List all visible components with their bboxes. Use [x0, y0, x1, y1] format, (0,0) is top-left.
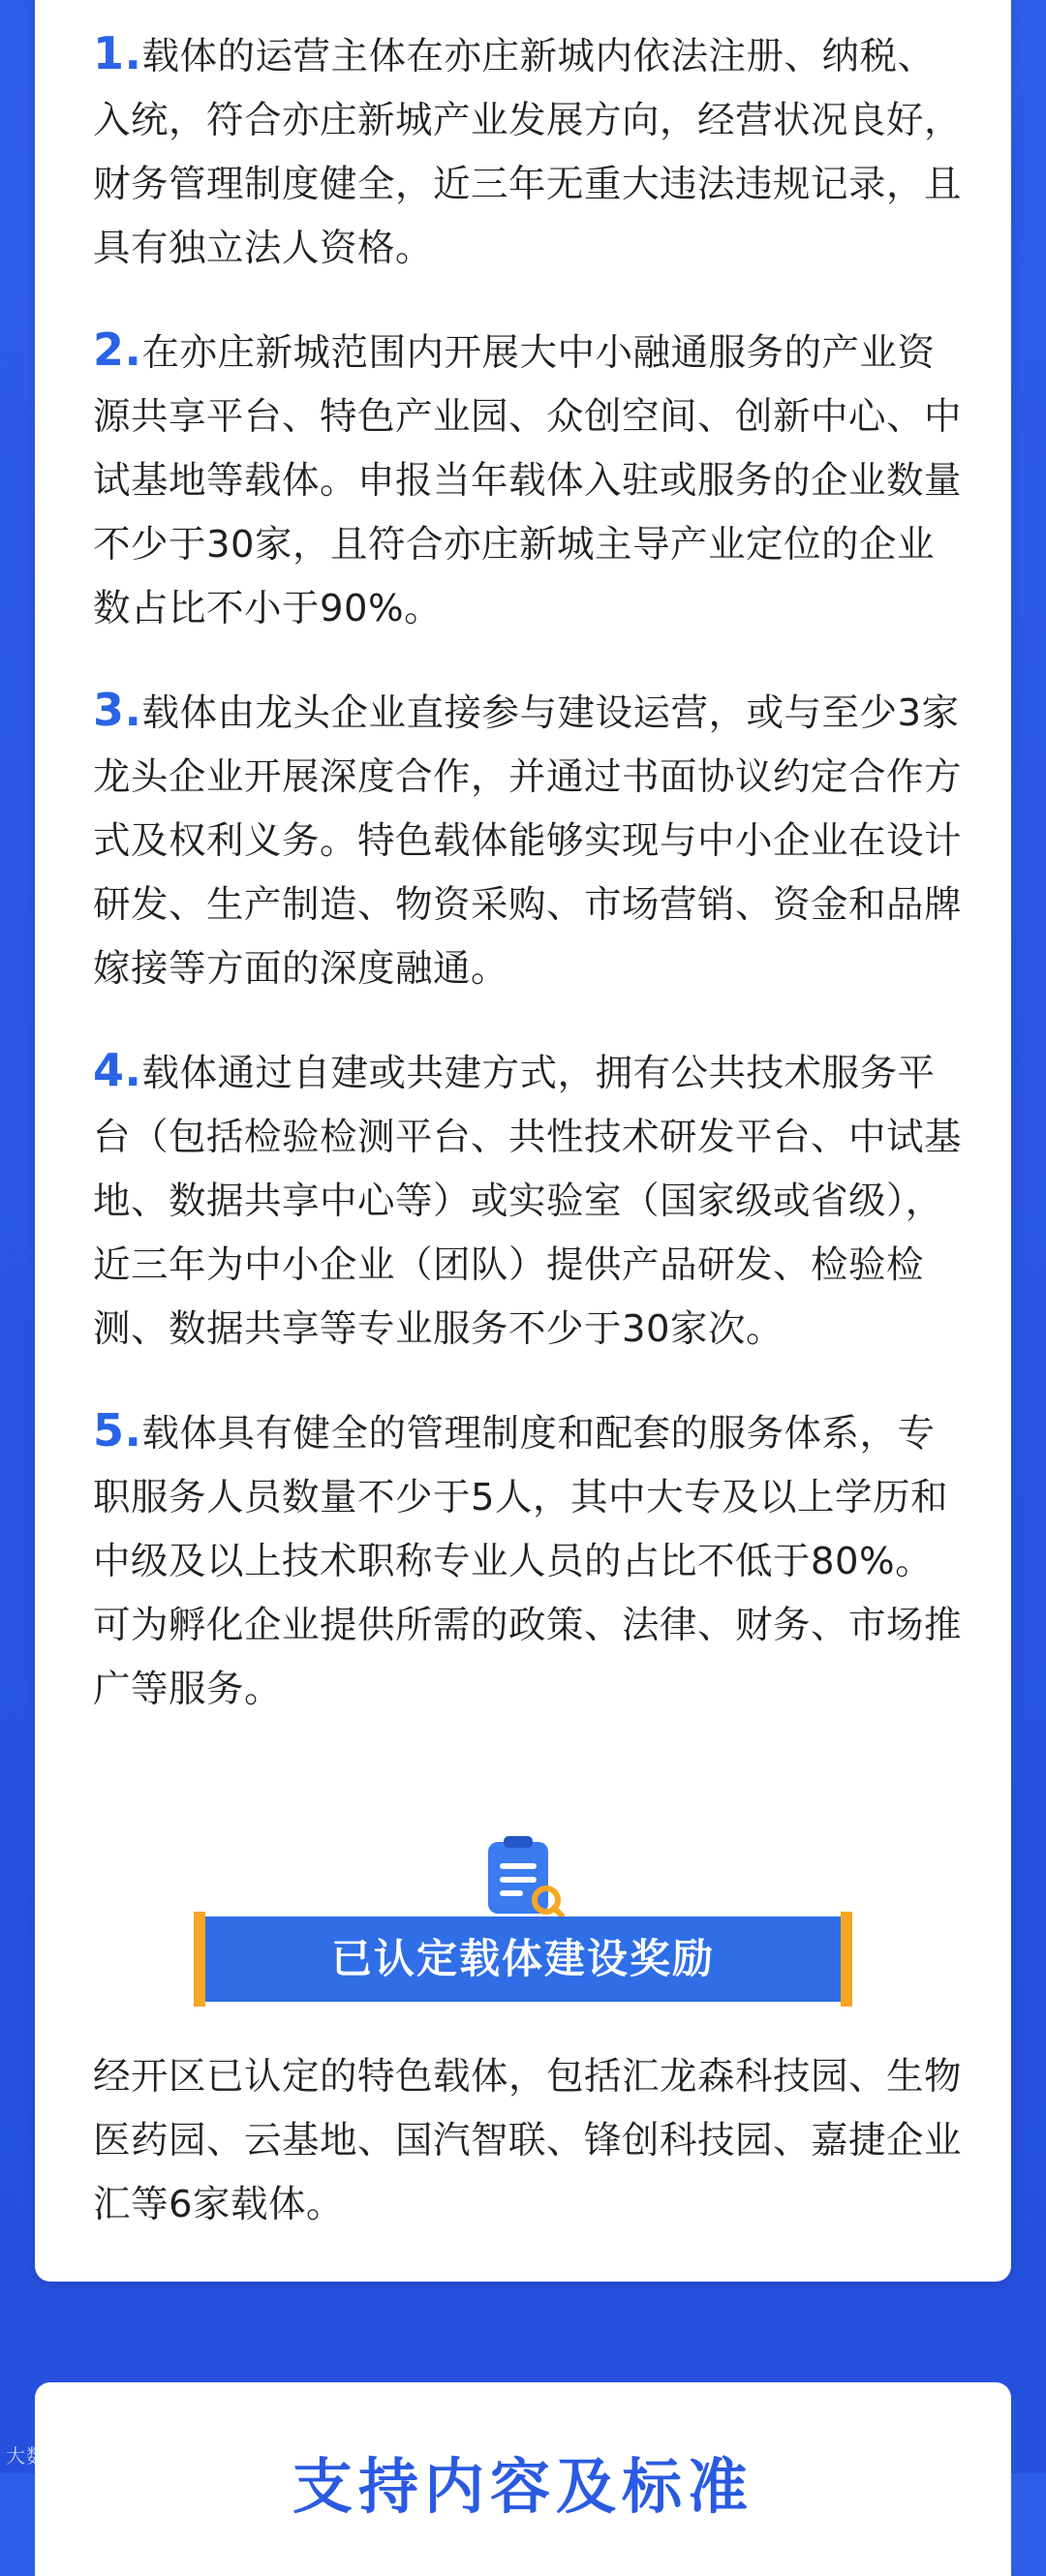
criteria-item-4	[93, 1038, 965, 1362]
item-number: 2.	[93, 323, 142, 376]
content-card	[35, 0, 1011, 2282]
criteria-item-5	[93, 1398, 965, 1722]
item-number: 4.	[93, 1044, 142, 1096]
item-text: 载体由龙头企业直接参与建设运营，或与至少3家龙头企业开展深度合作，并通过书面协议约定合作方式及权利义务。特色载体能够实现与中小企业在设计研发、生产制造、物资采购、市场营销、资金和品牌嫁接等方面的深度融通。	[93, 691, 963, 991]
criteria-item-3	[93, 678, 965, 1001]
item-number: 1.	[93, 27, 142, 79]
criteria-item-2	[93, 318, 965, 641]
clipboard-search-icon	[480, 1836, 568, 1923]
criteria-item-1	[93, 21, 965, 281]
item-text: 载体具有健全的管理制度和配套的服务体系，专职服务人员数量不少于5人，其中大专及以上学历和中级及以上技术职称专业人员的占比不低于80%。可为孵化企业提供所需的政策、法律、财务、市场推广等服务。	[93, 1412, 963, 1711]
item-text: 在亦庄新城范围内开展大中小融通服务的产业资源共享平台、特色产业园、众创空间、创新中心、中试基地等载体。申报当年载体入驻或服务的企业数量不少于30家，且符合亦庄新城主导产业定位的企业数占比不小于90%。	[93, 331, 963, 630]
next-section-card	[35, 2382, 1011, 2576]
closing-paragraph: 经开区已认定的特色载体，包括汇龙森科技园、生物医药园、云基地、国汽智联、锋创科技园、嘉捷企业汇等6家载体。	[93, 2055, 963, 2226]
item-number: 5.	[93, 1404, 142, 1457]
banner-title: 已认定载体建设奖励	[330, 1935, 715, 1982]
criteria-list	[93, 21, 965, 1759]
section-title: 支持内容及标准	[292, 2451, 754, 2522]
item-text: 载体的运营主体在亦庄新城内依法注册、纳税、入统，符合亦庄新城产业发展方向，经营状况良好，财务管理制度健全，近三年无重大违法违规记录，且具有独立法人资格。	[93, 35, 963, 270]
watermark: 大数跨境	[6, 2444, 87, 2468]
item-number: 3.	[93, 684, 142, 736]
item-text: 载体通过自建或共建方式，拥有公共技术服务平台（包括检验检测平台、共性技术研发平台、中试基地、数据共享中心等）或实验室（国家级或省级），近三年为中小企业（团队）提供产品研发、检验检测、数据共享等专业服务不少于30家次。	[93, 1052, 963, 1351]
section-banner	[35, 1836, 1011, 1991]
